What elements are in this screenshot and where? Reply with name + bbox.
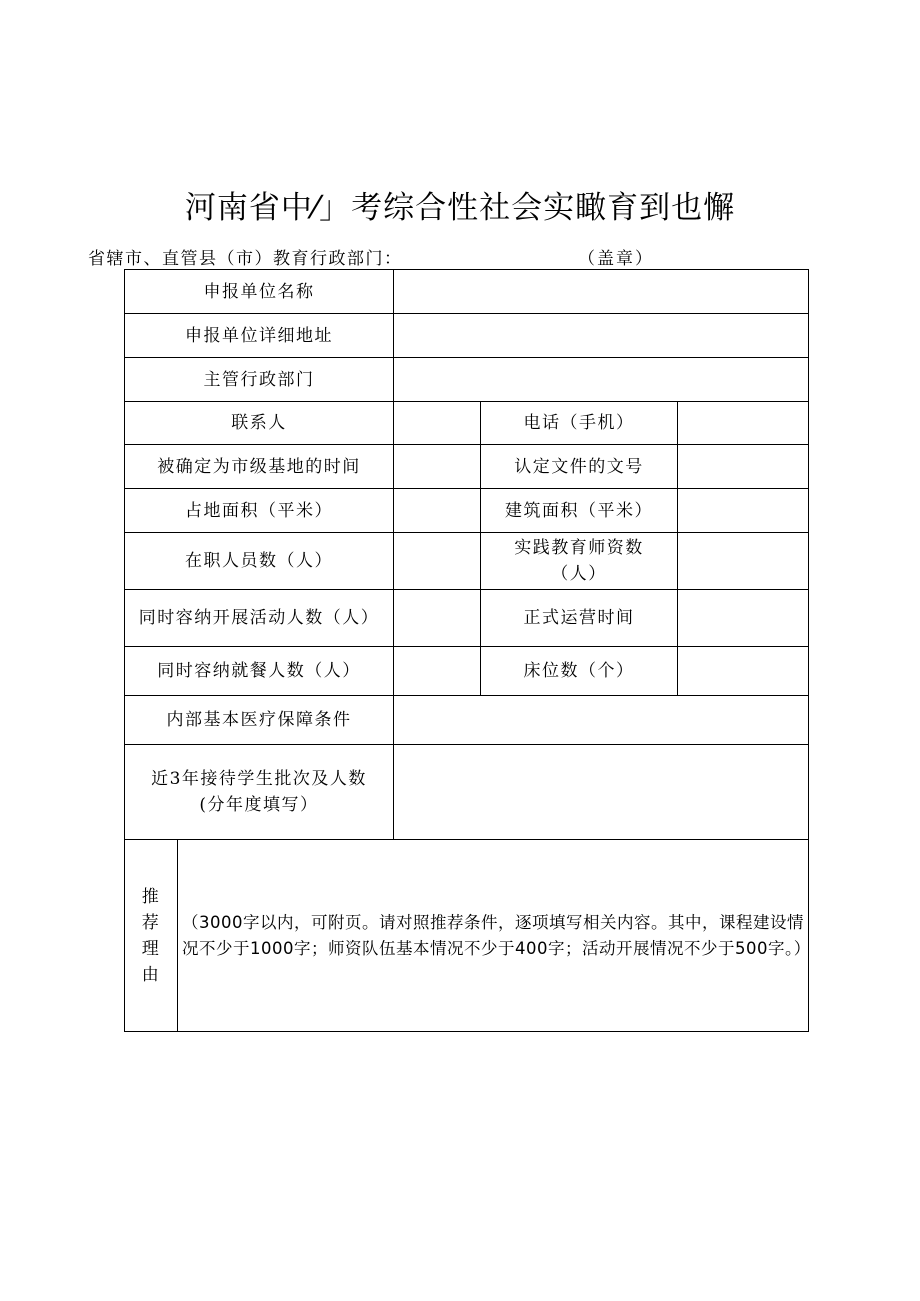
form-title: 河南省中⁄」考综合性社会实瞰育到也懈 (184, 190, 736, 226)
row-reception (125, 745, 809, 840)
row-reason (125, 840, 809, 1032)
admin-dept-field[interactable] (394, 358, 809, 402)
operation-time-label: 正式运营时间 (481, 590, 678, 647)
reason-label-char-3: 理 (141, 938, 161, 959)
staff-count-field[interactable] (394, 533, 481, 590)
designated-time-field[interactable] (394, 445, 481, 489)
building-area-label: 建筑面积（平米） (481, 489, 678, 533)
bed-count-label: 床位数（个） (481, 647, 678, 696)
reason-field[interactable]: （3000字以内，可附页。请对照推荐条件，逐项填写相关内容。其中，课程建设情况不少于1000字；师资队伍基本情况不少于400字；活动开展情况不少于500字。） (178, 840, 809, 1032)
admin-dept-label: 主管行政部门 (125, 358, 394, 402)
reception-label (125, 745, 394, 840)
operation-time-field[interactable] (678, 590, 809, 647)
teacher-count-label-line2: （人） (551, 564, 607, 584)
row-admin-dept (125, 358, 809, 402)
phone-label: 电话（手机） (481, 402, 678, 445)
reception-field[interactable] (394, 745, 809, 840)
reception-label-line2: (分年度填写） (199, 795, 319, 815)
row-activity (125, 590, 809, 647)
seal-label: （盖章） (578, 249, 654, 269)
land-area-label: 占地面积（平米） (125, 489, 394, 533)
phone-field[interactable] (678, 402, 809, 445)
contact-field[interactable] (394, 402, 481, 445)
medical-conditions-field[interactable] (394, 696, 809, 745)
doc-number-field[interactable] (678, 445, 809, 489)
teacher-count-label (481, 533, 678, 590)
designated-time-label: 被确定为市级基地的时间 (125, 445, 394, 489)
row-unit-address (125, 314, 809, 358)
unit-address-label: 申报单位详细地址 (125, 314, 394, 358)
activity-capacity-field[interactable] (394, 590, 481, 647)
row-unit-name (125, 270, 809, 314)
unit-name-field[interactable] (394, 270, 809, 314)
row-staff (125, 533, 809, 590)
application-form-table (124, 269, 809, 1032)
unit-name-label: 申报单位名称 (125, 270, 394, 314)
reason-label (125, 840, 178, 1032)
doc-number-label: 认定文件的文号 (481, 445, 678, 489)
teacher-count-label-line1: 实践教育师资数 (514, 538, 644, 558)
teacher-count-field[interactable] (678, 533, 809, 590)
contact-label: 联系人 (125, 402, 394, 445)
building-area-field[interactable] (678, 489, 809, 533)
bed-count-field[interactable] (678, 647, 809, 696)
row-medical (125, 696, 809, 745)
medical-conditions-label: 内部基本医疗保障条件 (125, 696, 394, 745)
row-dining (125, 647, 809, 696)
reception-label-line1: 近3年接待学生批次及人数 (151, 769, 367, 789)
unit-address-field[interactable] (394, 314, 809, 358)
activity-capacity-label: 同时容纳开展活动人数（人） (125, 590, 394, 647)
submitting-dept-label: 省辖市、直管县（市）教育行政部门： (88, 249, 403, 269)
reason-label-char-1: 推 (141, 886, 161, 907)
row-designated-time (125, 445, 809, 489)
dining-capacity-label: 同时容纳就餐人数（人） (125, 647, 394, 696)
reason-label-char-2: 荐 (141, 912, 161, 933)
staff-count-label: 在职人员数（人） (125, 533, 394, 590)
row-contact (125, 402, 809, 445)
reason-label-char-4: 由 (141, 964, 161, 985)
dining-capacity-field[interactable] (394, 647, 481, 696)
land-area-field[interactable] (394, 489, 481, 533)
row-area (125, 489, 809, 533)
